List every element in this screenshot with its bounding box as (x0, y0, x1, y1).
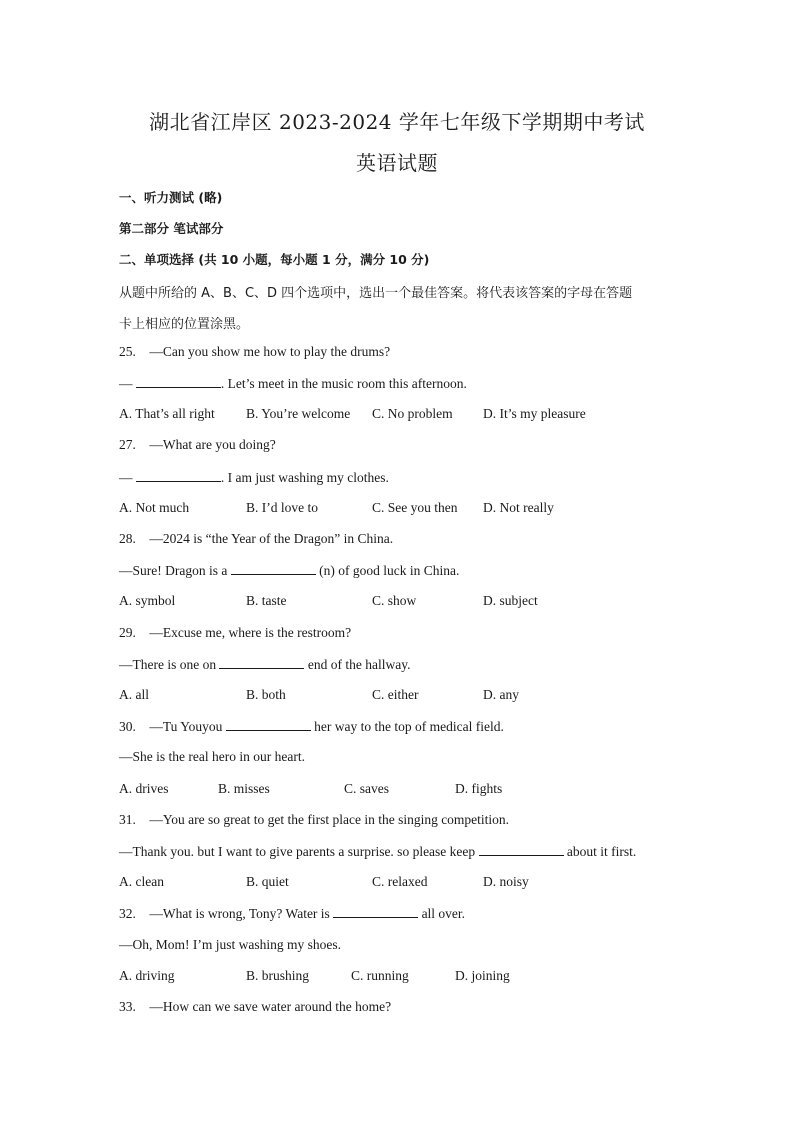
question-text-suffix: all over. (418, 906, 466, 921)
option-a: A. That’s all right (119, 406, 215, 421)
question-text: —Can you show me how to play the drums? (149, 344, 391, 359)
option-b: B. brushing (246, 968, 310, 983)
question-text-prefix: —What is wrong, Tony? Water is (149, 906, 334, 921)
question-text: —How can we save water around the home? (149, 999, 392, 1014)
option-d: D. joining (455, 968, 510, 983)
option-a: A. driving (119, 968, 175, 983)
option-d: D. any (483, 687, 519, 702)
response-suffix: (n) of good luck in China. (315, 563, 460, 578)
option-d: D. noisy (483, 874, 529, 889)
question-number: 30. (119, 719, 136, 734)
question-30-response: —She is the real hero in our heart. (119, 749, 305, 764)
question-text: —Excuse me, where is the restroom? (149, 625, 352, 640)
option-d: D. subject (483, 593, 538, 608)
option-d: D. Not really (483, 500, 554, 515)
option-c: C. relaxed (372, 874, 428, 889)
question-number: 32. (119, 906, 136, 921)
response-prefix: —There is one on (119, 657, 220, 672)
question-27-response (119, 469, 389, 486)
answer-blank (136, 469, 221, 482)
question-27-prompt (119, 437, 276, 453)
instructions-line2: 卡上相应的位置涂黑。 (119, 317, 250, 332)
question-30-prompt (119, 718, 504, 735)
question-30-options (0, 781, 794, 797)
question-28-response (119, 562, 459, 579)
exam-title: 湖北省江岸区 2023-2024 学年七年级下学期期中考试 (149, 110, 645, 134)
option-a: A. symbol (119, 593, 176, 608)
response-prefix: —Sure! Dragon is a (119, 563, 231, 578)
question-32-response: —Oh, Mom! I’m just washing my shoes. (119, 937, 341, 952)
question-text-suffix: her way to the top of medical field. (310, 719, 504, 734)
option-c: C. running (351, 968, 409, 983)
option-c: C. either (372, 687, 419, 702)
option-b: B. taste (246, 593, 287, 608)
question-25-options (0, 406, 794, 422)
question-number: 31. (119, 812, 136, 827)
answer-blank (136, 375, 221, 388)
question-number: 25. (119, 344, 136, 359)
question-31-response (119, 843, 636, 860)
question-text: —What are you doing? (149, 437, 276, 452)
question-number: 33. (119, 999, 136, 1014)
question-25-prompt (119, 344, 390, 360)
question-28-prompt (119, 531, 393, 547)
answer-blank (231, 562, 316, 575)
question-27-options (0, 500, 794, 516)
option-b: B. You’re welcome (246, 406, 351, 421)
question-28-options (0, 593, 794, 609)
question-33-prompt (119, 999, 391, 1015)
question-29-options (0, 687, 794, 703)
part1-heading: 一、听力测试 (略) (119, 190, 223, 205)
answer-blank (226, 718, 311, 731)
question-number: 28. (119, 531, 136, 546)
question-32-options (0, 968, 794, 984)
question-text: —2024 is “the Year of the Dragon” in China. (149, 531, 394, 546)
answer-blank (333, 905, 418, 918)
option-a: A. all (119, 687, 149, 702)
response-suffix: about it first. (563, 844, 637, 859)
exam-subtitle: 英语试题 (356, 151, 438, 175)
answer-blank (219, 656, 304, 669)
question-31-prompt (119, 812, 509, 828)
option-c: C. No problem (372, 406, 453, 421)
option-d: D. fights (455, 781, 503, 796)
option-c: C. See you then (372, 500, 458, 515)
option-d: D. It’s my pleasure (483, 406, 586, 421)
question-text-prefix: —Tu Youyou (149, 719, 226, 734)
option-b: B. misses (218, 781, 270, 796)
section2-heading: 二、单项选择 (共 10 小题，每小题 1 分，满分 10 分) (119, 252, 430, 267)
question-29-response (119, 656, 410, 673)
option-a: A. clean (119, 874, 164, 889)
option-c: C. saves (344, 781, 389, 796)
answer-blank (479, 843, 564, 856)
response-suffix: . Let’s meet in the music room this afternoon. (220, 376, 467, 391)
option-a: A. Not much (119, 500, 190, 515)
question-31-options (0, 874, 794, 890)
question-32-prompt (119, 905, 465, 922)
response-suffix: . I am just washing my clothes. (220, 470, 389, 485)
question-text: —You are so great to get the first place in the singing competition. (149, 812, 510, 827)
option-b: B. quiet (246, 874, 289, 889)
response-suffix: end of the hallway. (304, 657, 411, 672)
option-b: B. I’d love to (246, 500, 318, 515)
response-prefix: — (119, 376, 136, 391)
option-a: A. drives (119, 781, 169, 796)
response-prefix: —Thank you. but I want to give parents a surprise. so please keep (119, 844, 479, 859)
question-29-prompt (119, 625, 351, 641)
part2-heading: 第二部分 笔试部分 (119, 221, 224, 236)
question-25-response (119, 375, 467, 392)
option-b: B. both (246, 687, 286, 702)
question-number: 29. (119, 625, 136, 640)
question-number: 27. (119, 437, 136, 452)
response-prefix: — (119, 470, 136, 485)
option-c: C. show (372, 593, 417, 608)
instructions-line1: 从题中所给的 A、B、C、D 四个选项中，选出一个最佳答案。将代表该答案的字母在答题 (119, 286, 633, 301)
